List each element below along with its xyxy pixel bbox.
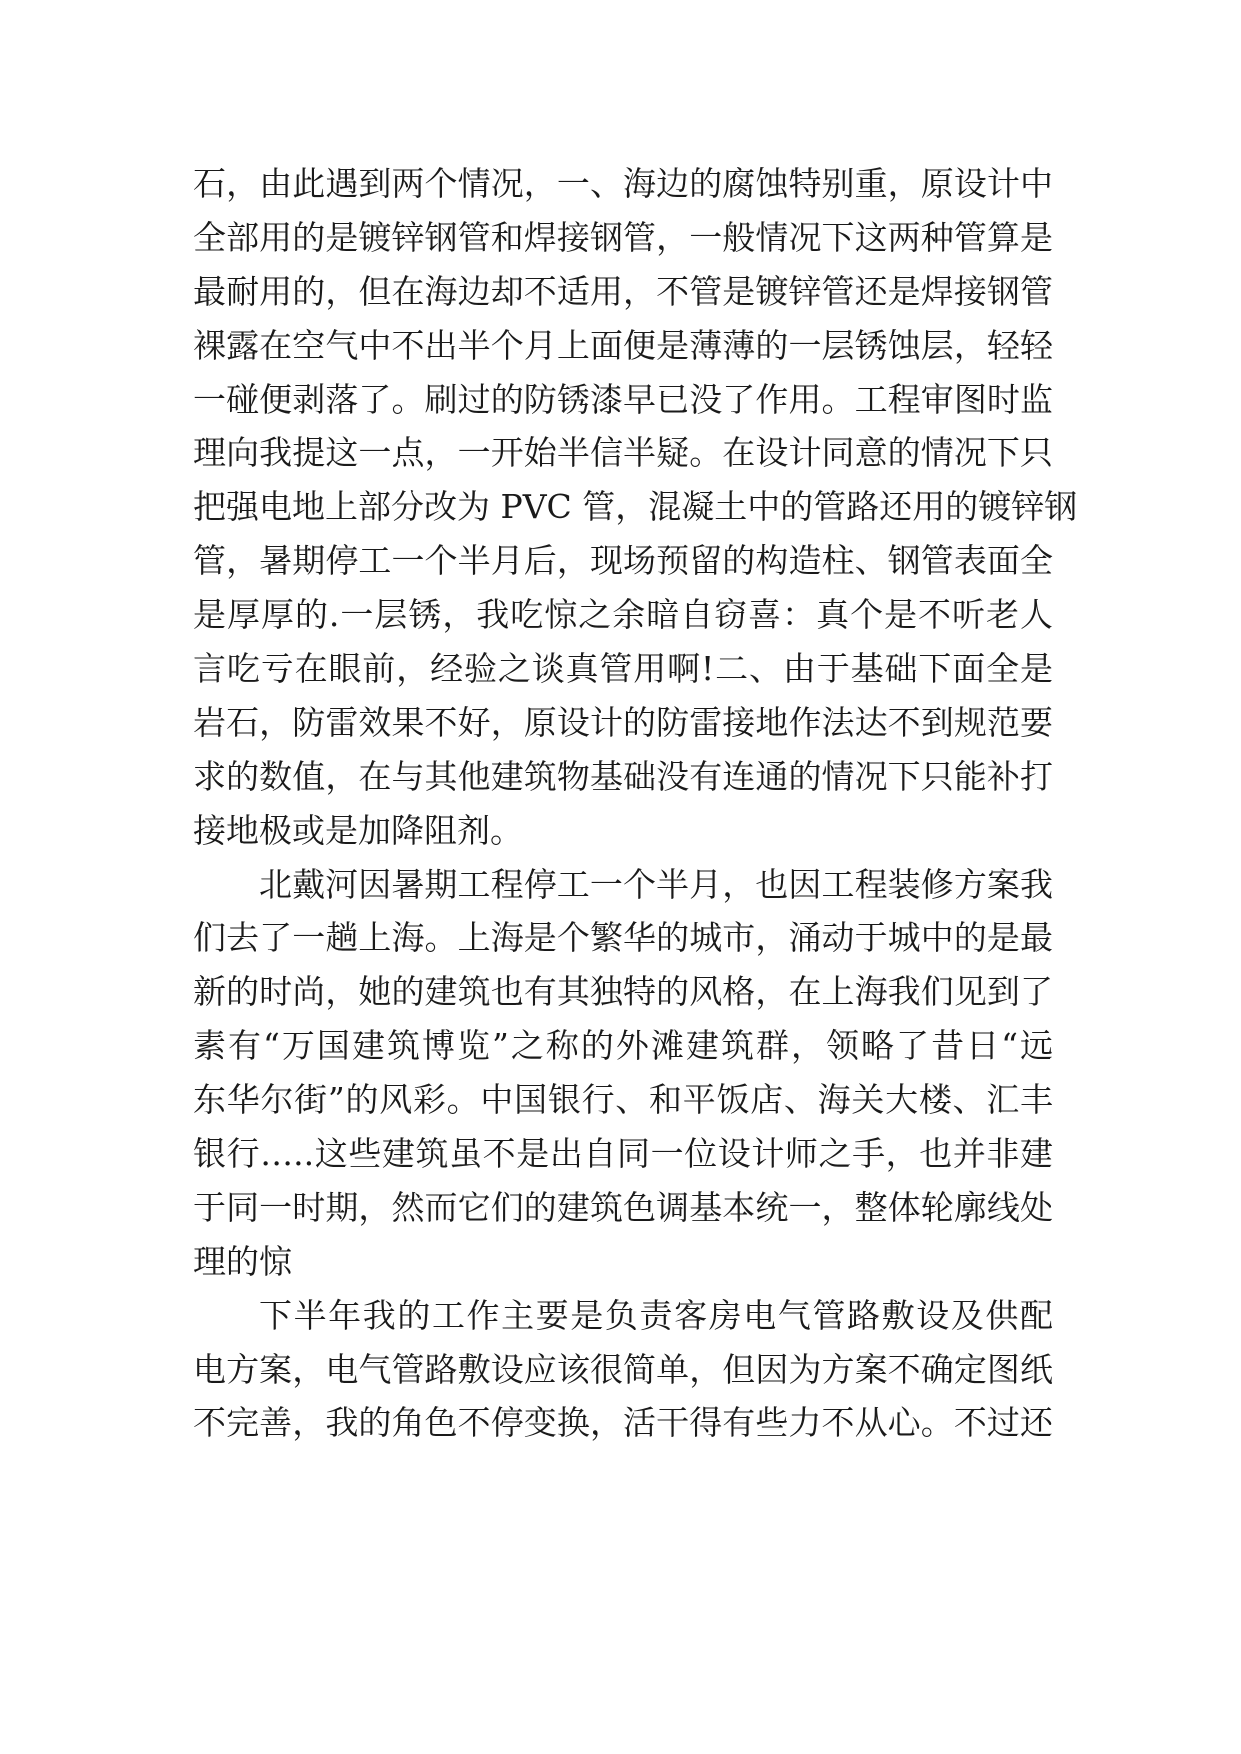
text-line: 电方案，电气管路敷设应该很简单，但因为方案不确定图纸: [193, 1349, 1053, 1389]
text-line: 最耐用的，但在海边却不适用，不管是镀锌管还是焊接钢管: [193, 271, 1053, 311]
text-line: 于同一时期，然而它们的建筑色调基本统一，整体轮廓线处: [193, 1187, 1053, 1227]
text-line: 东华尔街”的风彩。中国银行、和平饭店、海关大楼、汇丰: [193, 1080, 1053, 1120]
text-line: 把强电地上部分改为 PVC 管，混凝土中的管路还用的镀锌钢: [193, 487, 1078, 527]
text-line: 不完善，我的角色不停变换，活干得有些力不从心。不过还: [193, 1403, 1053, 1443]
text-line: 管，暑期停工一个半月后，现场预留的构造柱、钢管表面全: [193, 541, 1053, 581]
text-line: 银行…..这些建筑虽不是出自同一位设计师之手，也并非建: [193, 1134, 1053, 1174]
text-line: 新的时尚，她的建筑也有其独特的风格，在上海我们见到了: [193, 972, 1053, 1012]
text-line: 理向我提这一点，一开始半信半疑。在设计同意的情况下只: [193, 433, 1053, 473]
text-line: 北戴河因暑期工程停工一个半月，也因工程装修方案我: [259, 864, 1053, 904]
text-line: 岩石，防雷效果不好，原设计的防雷接地作法达不到规范要: [193, 702, 1053, 742]
text-line: 接地极或是加降阻剂。: [193, 810, 523, 850]
text-line: 素有“万国建筑博览”之称的外滩建筑群，领略了昔日“远: [193, 1026, 1053, 1066]
text-line: 是厚厚的.一层锈，我吃惊之余暗自窃喜：真个是不听老人: [193, 595, 1053, 635]
text-line: 全部用的是镀锌钢管和焊接钢管，一般情况下这两种管算是: [193, 217, 1053, 257]
text-line: 石，由此遇到两个情况，一、海边的腐蚀特别重，原设计中: [193, 164, 1053, 203]
text-line: 求的数值，在与其他建筑物基础没有连通的情况下只能补打: [193, 756, 1053, 796]
text-line: 下半年我的工作主要是负责客房电气管路敷设及供配: [259, 1295, 1053, 1335]
body-text: [193, 157, 1078, 1450]
text-line: 一碰便剥落了。刷过的防锈漆早已没了作用。工程审图时监: [193, 379, 1053, 419]
text-line: 裸露在空气中不出半个月上面便是薄薄的一层锈蚀层，轻轻: [193, 325, 1053, 365]
text-line: 言吃亏在眼前，经验之谈真管用啊!二、由于基础下面全是: [193, 649, 1053, 689]
text-line: 理的惊: [193, 1241, 292, 1281]
text-line: 们去了一趟上海。上海是个繁华的城市，涌动于城中的是最: [193, 918, 1053, 958]
